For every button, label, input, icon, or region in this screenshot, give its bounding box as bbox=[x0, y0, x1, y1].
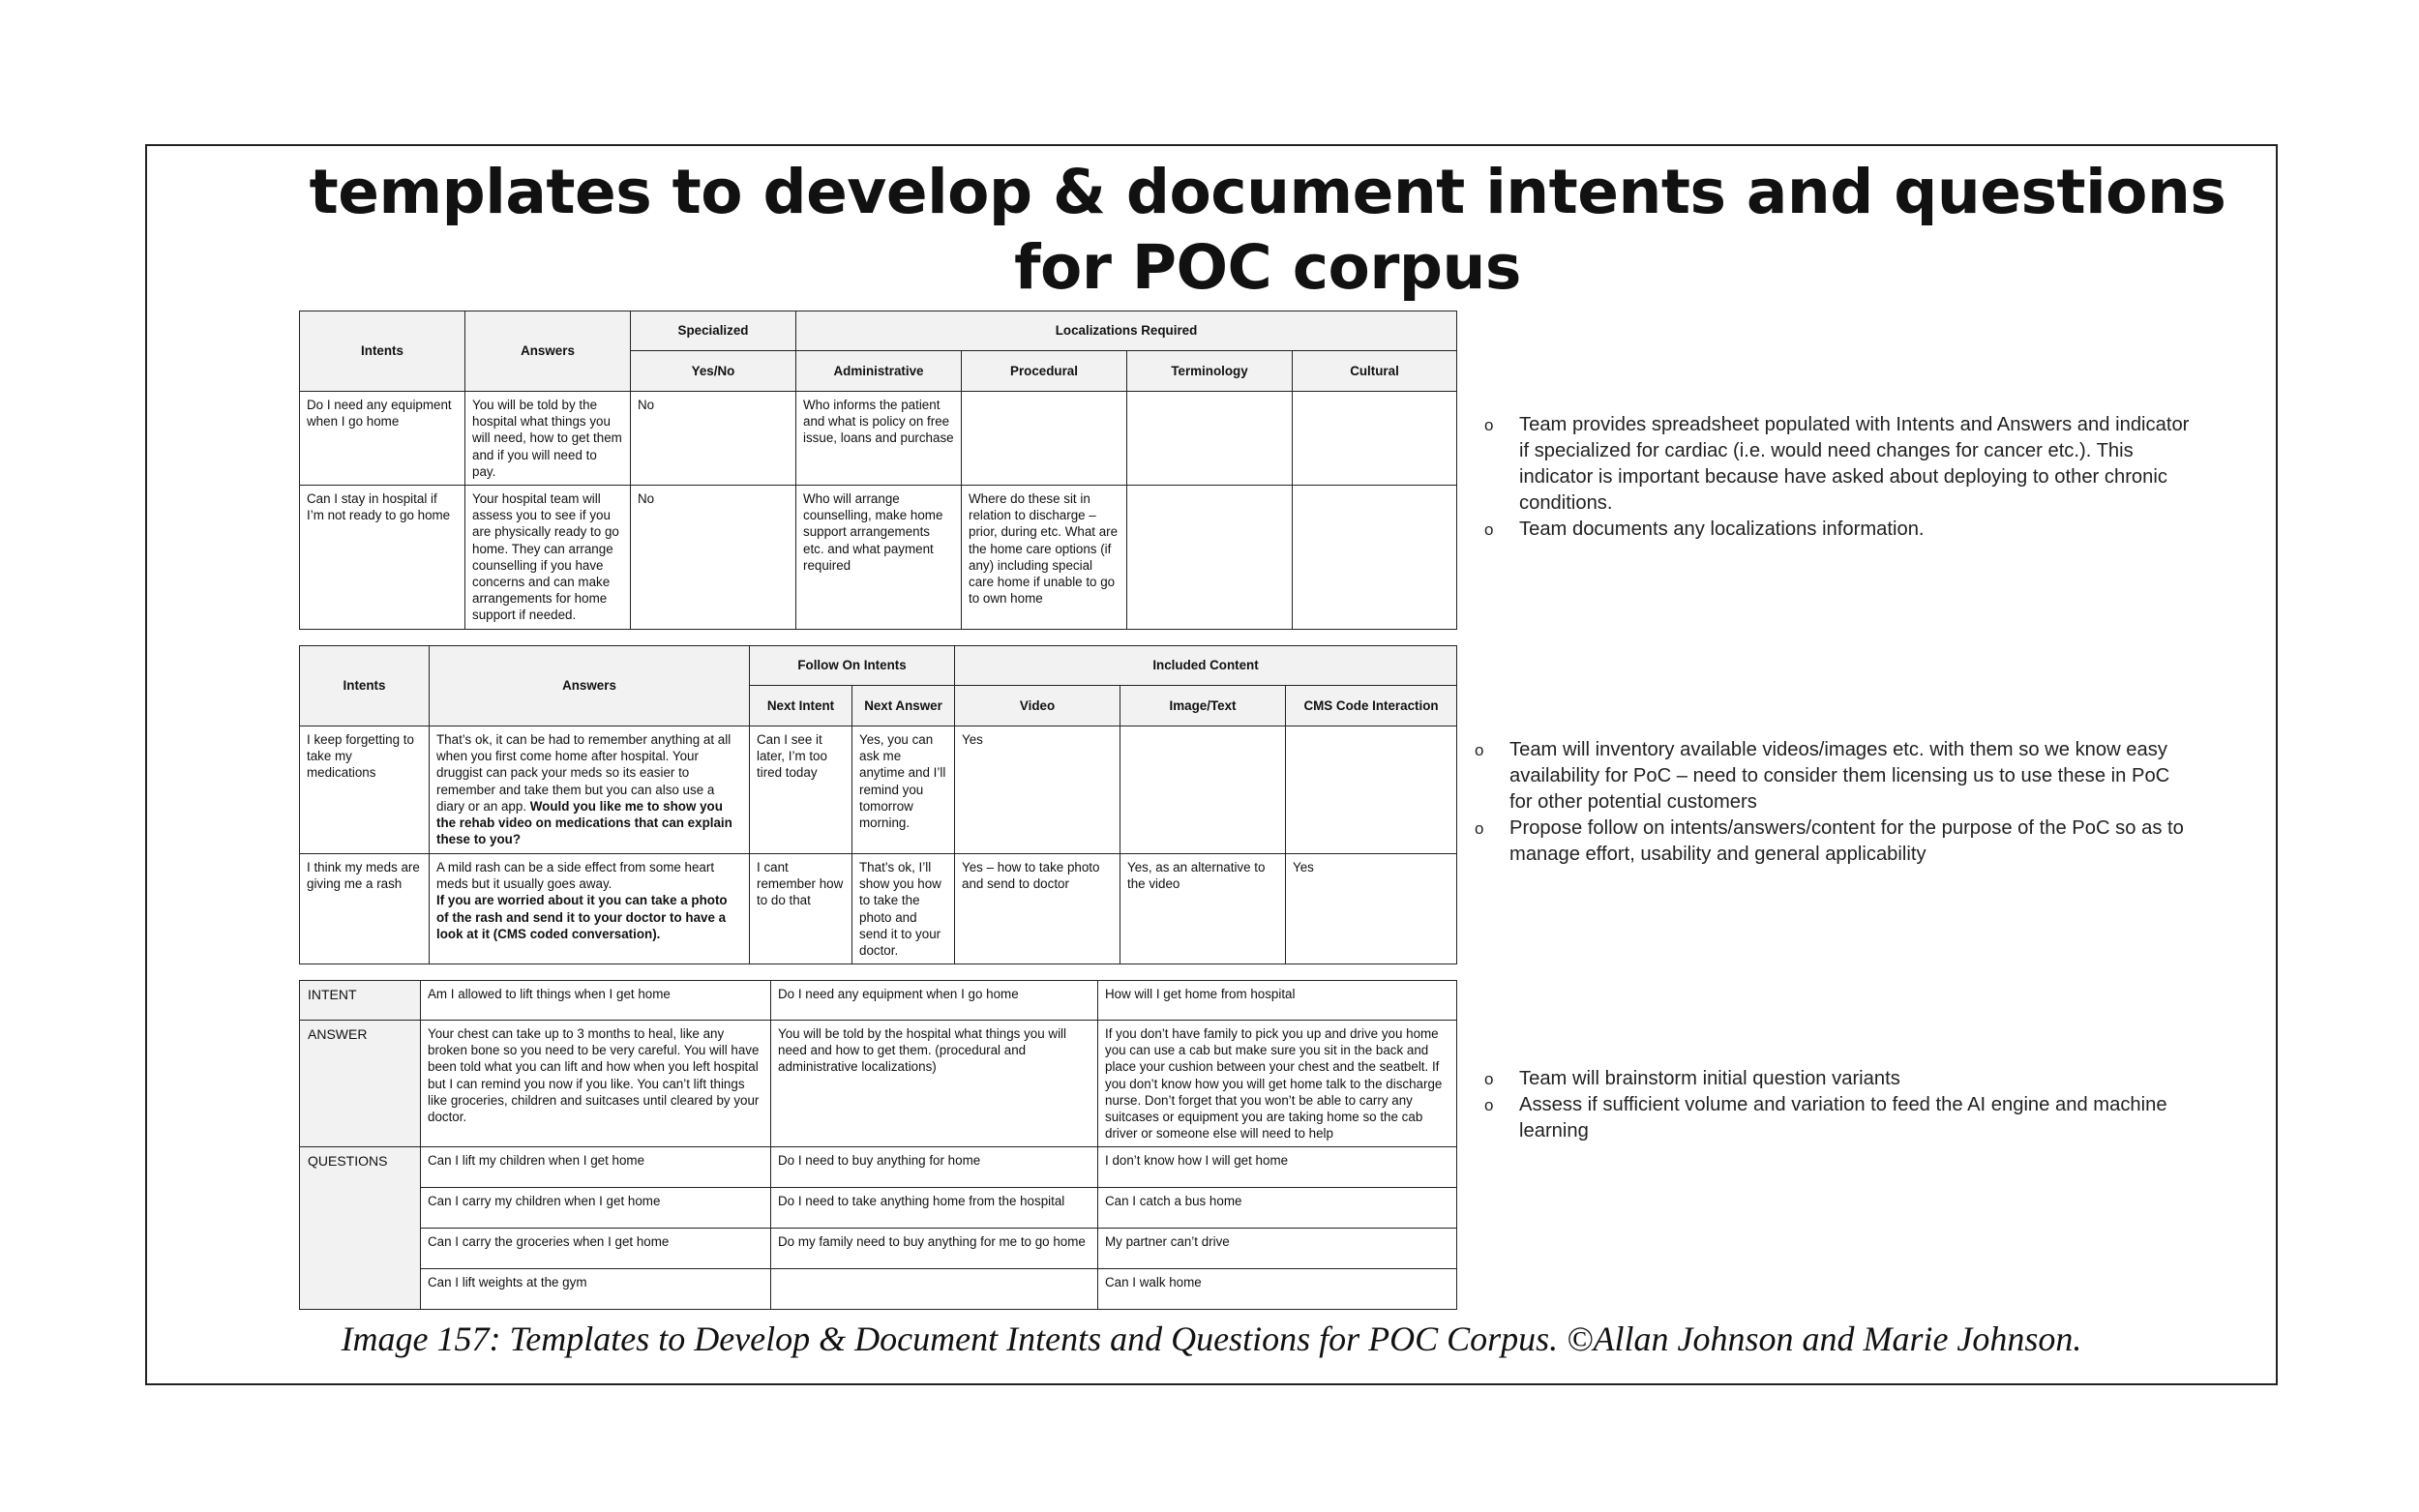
bullet-circle-icon: o bbox=[1475, 819, 1484, 838]
header-administrative: Administrative bbox=[796, 351, 962, 392]
figure-caption: Image 157: Templates to Develop & Document Intents and Questions for POC Corpus. ©Allan Johnson and Marie Johnson. bbox=[341, 1319, 2082, 1358]
intent-cell: Do I need any equipment when I go home bbox=[771, 981, 1098, 1021]
list-item bbox=[1475, 815, 2191, 868]
header-image-text: Image/Text bbox=[1120, 686, 1286, 726]
next-answer-cell: Yes, you can ask me anytime and I’ll remind you tomorrow morning. bbox=[852, 726, 955, 854]
intent-row bbox=[300, 981, 1457, 1021]
answer-cell: You will be told by the hospital what things you will need, how to get them and if you will need to pay. bbox=[465, 392, 631, 486]
question-cell: Can I carry the groceries when I get home bbox=[421, 1229, 771, 1269]
title-line-1: templates to develop & document intents and questions bbox=[309, 157, 2226, 227]
questions-label-spacer bbox=[300, 1229, 421, 1269]
question-variants-template-table bbox=[299, 980, 1457, 1310]
cms-cell bbox=[1286, 726, 1457, 854]
video-cell: Yes – how to take photo and send to doctor bbox=[955, 854, 1120, 964]
answer-cell: If you don’t have family to pick you up and drive you home you can use a cab but make sure you sit in the back and place your cushion between your chest and the seatbelt. If you don’t know how you will get home talk to the discharge nurse. Don’t forget that you won’t be able to carry any suitcases or equipment you are taking home so the cab driver or someone else will need to help bbox=[1098, 1021, 1457, 1147]
procedural-cell bbox=[962, 392, 1127, 486]
answer-cell: Your hospital team will assess you to see if you are physically ready to go home. They can arrange counselling if you have concerns and can make arrangements for home support if needed. bbox=[465, 486, 631, 630]
question-row bbox=[300, 1188, 1457, 1229]
intent-cell: Am I allowed to lift things when I get home bbox=[421, 981, 771, 1021]
list-item bbox=[1475, 737, 2191, 815]
question-cell: Can I catch a bus home bbox=[1098, 1188, 1457, 1229]
video-cell: Yes bbox=[955, 726, 1120, 854]
header-next-answer: Next Answer bbox=[852, 686, 955, 726]
table-row bbox=[300, 392, 1457, 486]
image-text-cell bbox=[1120, 726, 1286, 854]
intent-cell: Do I need any equipment when I go home bbox=[300, 392, 465, 486]
header-intents: Intents bbox=[300, 646, 430, 726]
bullet-circle-icon: o bbox=[1484, 1070, 1494, 1088]
header-procedural: Procedural bbox=[962, 351, 1127, 392]
administrative-cell: Who informs the patient and what is policy on free issue, loans and purchase bbox=[796, 392, 962, 486]
note-text: Team provides spreadsheet populated with Intents and Answers and indicator if specialized for cardiac (i.e. would need changes for cancer etc.). This indicator is important because have asked about deploying to other chronic conditions. bbox=[1519, 414, 2190, 514]
question-row bbox=[300, 1229, 1457, 1269]
intent-cell: Can I stay in hospital if I’m not ready to go home bbox=[300, 486, 465, 630]
question-cell bbox=[771, 1269, 1098, 1310]
cms-cell: Yes bbox=[1286, 854, 1457, 964]
next-intent-cell: Can I see it later, I’m too tired today bbox=[750, 726, 852, 854]
next-intent-cell: I cant remember how to do that bbox=[750, 854, 852, 964]
question-cell: Can I lift my children when I get home bbox=[421, 1147, 771, 1188]
header-included-content: Included Content bbox=[955, 646, 1457, 686]
header-cms-code-interaction: CMS Code Interaction bbox=[1286, 686, 1457, 726]
administrative-cell: Who will arrange counselling, make home support arrangements etc. and what payment required bbox=[796, 486, 962, 630]
answer-row bbox=[300, 1021, 1457, 1147]
question-cell: Do I need to take anything home from the hospital bbox=[771, 1188, 1098, 1229]
header-video: Video bbox=[955, 686, 1120, 726]
terminology-cell bbox=[1127, 486, 1293, 630]
questions-label: QUESTIONS bbox=[300, 1147, 421, 1188]
image-text-cell: Yes, as an alternative to the video bbox=[1120, 854, 1286, 964]
bullet-circle-icon: o bbox=[1484, 1096, 1494, 1114]
bullet-circle-icon: o bbox=[1484, 520, 1494, 539]
notes-list-content bbox=[1475, 737, 2191, 868]
answer-prompt: If you are worried about it you can take a photo of the rash and send it to your doctor to have a look at it (CMS coded conversation). bbox=[436, 893, 728, 941]
question-cell: Do I need to buy anything for home bbox=[771, 1147, 1098, 1188]
list-item bbox=[1484, 517, 2191, 543]
list-item bbox=[1484, 412, 2191, 517]
intent-label: INTENT bbox=[300, 981, 421, 1021]
page-title bbox=[290, 155, 2245, 306]
table-row bbox=[300, 854, 1457, 964]
note-text: Team will brainstorm initial question variants bbox=[1519, 1068, 1900, 1089]
localizations-template-table bbox=[299, 311, 1457, 630]
questions-label-spacer bbox=[300, 1188, 421, 1229]
note-text: Assess if sufficient volume and variation to feed the AI engine and machine learning bbox=[1519, 1094, 2167, 1141]
answer-cell bbox=[430, 854, 750, 964]
notes-list-localizations bbox=[1484, 412, 2191, 543]
question-cell: I don’t know how I will get home bbox=[1098, 1147, 1457, 1188]
answer-text: A mild rash can be a side effect from some heart meds but it usually goes away. bbox=[436, 860, 715, 892]
next-answer-cell: That’s ok, I’ll show you how to take the photo and send it to your doctor. bbox=[852, 854, 955, 964]
bullet-circle-icon: o bbox=[1484, 416, 1494, 434]
question-cell: Can I carry my children when I get home bbox=[421, 1188, 771, 1229]
header-localizations-required: Localizations Required bbox=[796, 311, 1457, 351]
answer-cell: Your chest can take up to 3 months to heal, like any broken bone so you need to be very careful. You will have been told what you can lift and how when you left hospital but I can remind you now if you like. You can’t lift things like groceries, children and suitcases until cleared by your doctor. bbox=[421, 1021, 771, 1147]
list-item bbox=[1484, 1092, 2191, 1144]
note-text: Team documents any localizations information. bbox=[1519, 519, 1925, 540]
note-text: Team will inventory available videos/images etc. with them so we know easy availability for PoC – need to consider them licensing us to use these in PoC for other potential customers bbox=[1509, 739, 2170, 813]
answer-label: ANSWER bbox=[300, 1021, 421, 1147]
header-next-intent: Next Intent bbox=[750, 686, 852, 726]
intent-cell: How will I get home from hospital bbox=[1098, 981, 1457, 1021]
table-row bbox=[300, 486, 1457, 630]
header-specialized: Specialized bbox=[631, 311, 796, 351]
cultural-cell bbox=[1293, 392, 1457, 486]
question-cell: My partner can’t drive bbox=[1098, 1229, 1457, 1269]
question-cell: Do my family need to buy anything for me to go home bbox=[771, 1229, 1098, 1269]
question-cell: Can I walk home bbox=[1098, 1269, 1457, 1310]
header-answers: Answers bbox=[430, 646, 750, 726]
follow-on-content-template-table bbox=[299, 645, 1457, 964]
note-text: Propose follow on intents/answers/content for the purpose of the PoC so as to manage effort, usability and general applicability bbox=[1509, 817, 2184, 865]
specialized-cell: No bbox=[631, 392, 796, 486]
header-yes-no: Yes/No bbox=[631, 351, 796, 392]
header-cultural: Cultural bbox=[1293, 351, 1457, 392]
header-follow-on-intents: Follow On Intents bbox=[750, 646, 955, 686]
intent-cell: I think my meds are giving me a rash bbox=[300, 854, 430, 964]
answer-cell bbox=[430, 726, 750, 854]
list-item bbox=[1484, 1066, 2191, 1092]
cultural-cell bbox=[1293, 486, 1457, 630]
procedural-cell: Where do these sit in relation to discharge – prior, during etc. What are the home care options (if any) including special care home if unable to go to own home bbox=[962, 486, 1127, 630]
question-row bbox=[300, 1269, 1457, 1310]
question-cell: Can I lift weights at the gym bbox=[421, 1269, 771, 1310]
specialized-cell: No bbox=[631, 486, 796, 630]
terminology-cell bbox=[1127, 392, 1293, 486]
answer-text: That’s ok, it can be had to remember anything at all when you first come home after hospital. Your druggist can pack your meds so its easier to remember and take them but you can also use a diary or an app. bbox=[436, 732, 732, 814]
header-answers: Answers bbox=[465, 311, 631, 392]
answer-cell: You will be told by the hospital what things you will need and how to get them. (procedural and administrative localizations) bbox=[771, 1021, 1098, 1147]
title-line-2: for POC corpus bbox=[1014, 232, 1521, 303]
bullet-circle-icon: o bbox=[1475, 741, 1484, 759]
answer-prompt: Would you like me to show you the rehab video on medications that can explain these to you? bbox=[436, 798, 732, 847]
notes-list-questions bbox=[1484, 1066, 2191, 1144]
intent-cell: I keep forgetting to take my medications bbox=[300, 726, 430, 854]
header-intents: Intents bbox=[300, 311, 465, 392]
table-row bbox=[300, 726, 1457, 854]
questions-label-spacer bbox=[300, 1269, 421, 1310]
header-terminology: Terminology bbox=[1127, 351, 1293, 392]
question-row bbox=[300, 1147, 1457, 1188]
